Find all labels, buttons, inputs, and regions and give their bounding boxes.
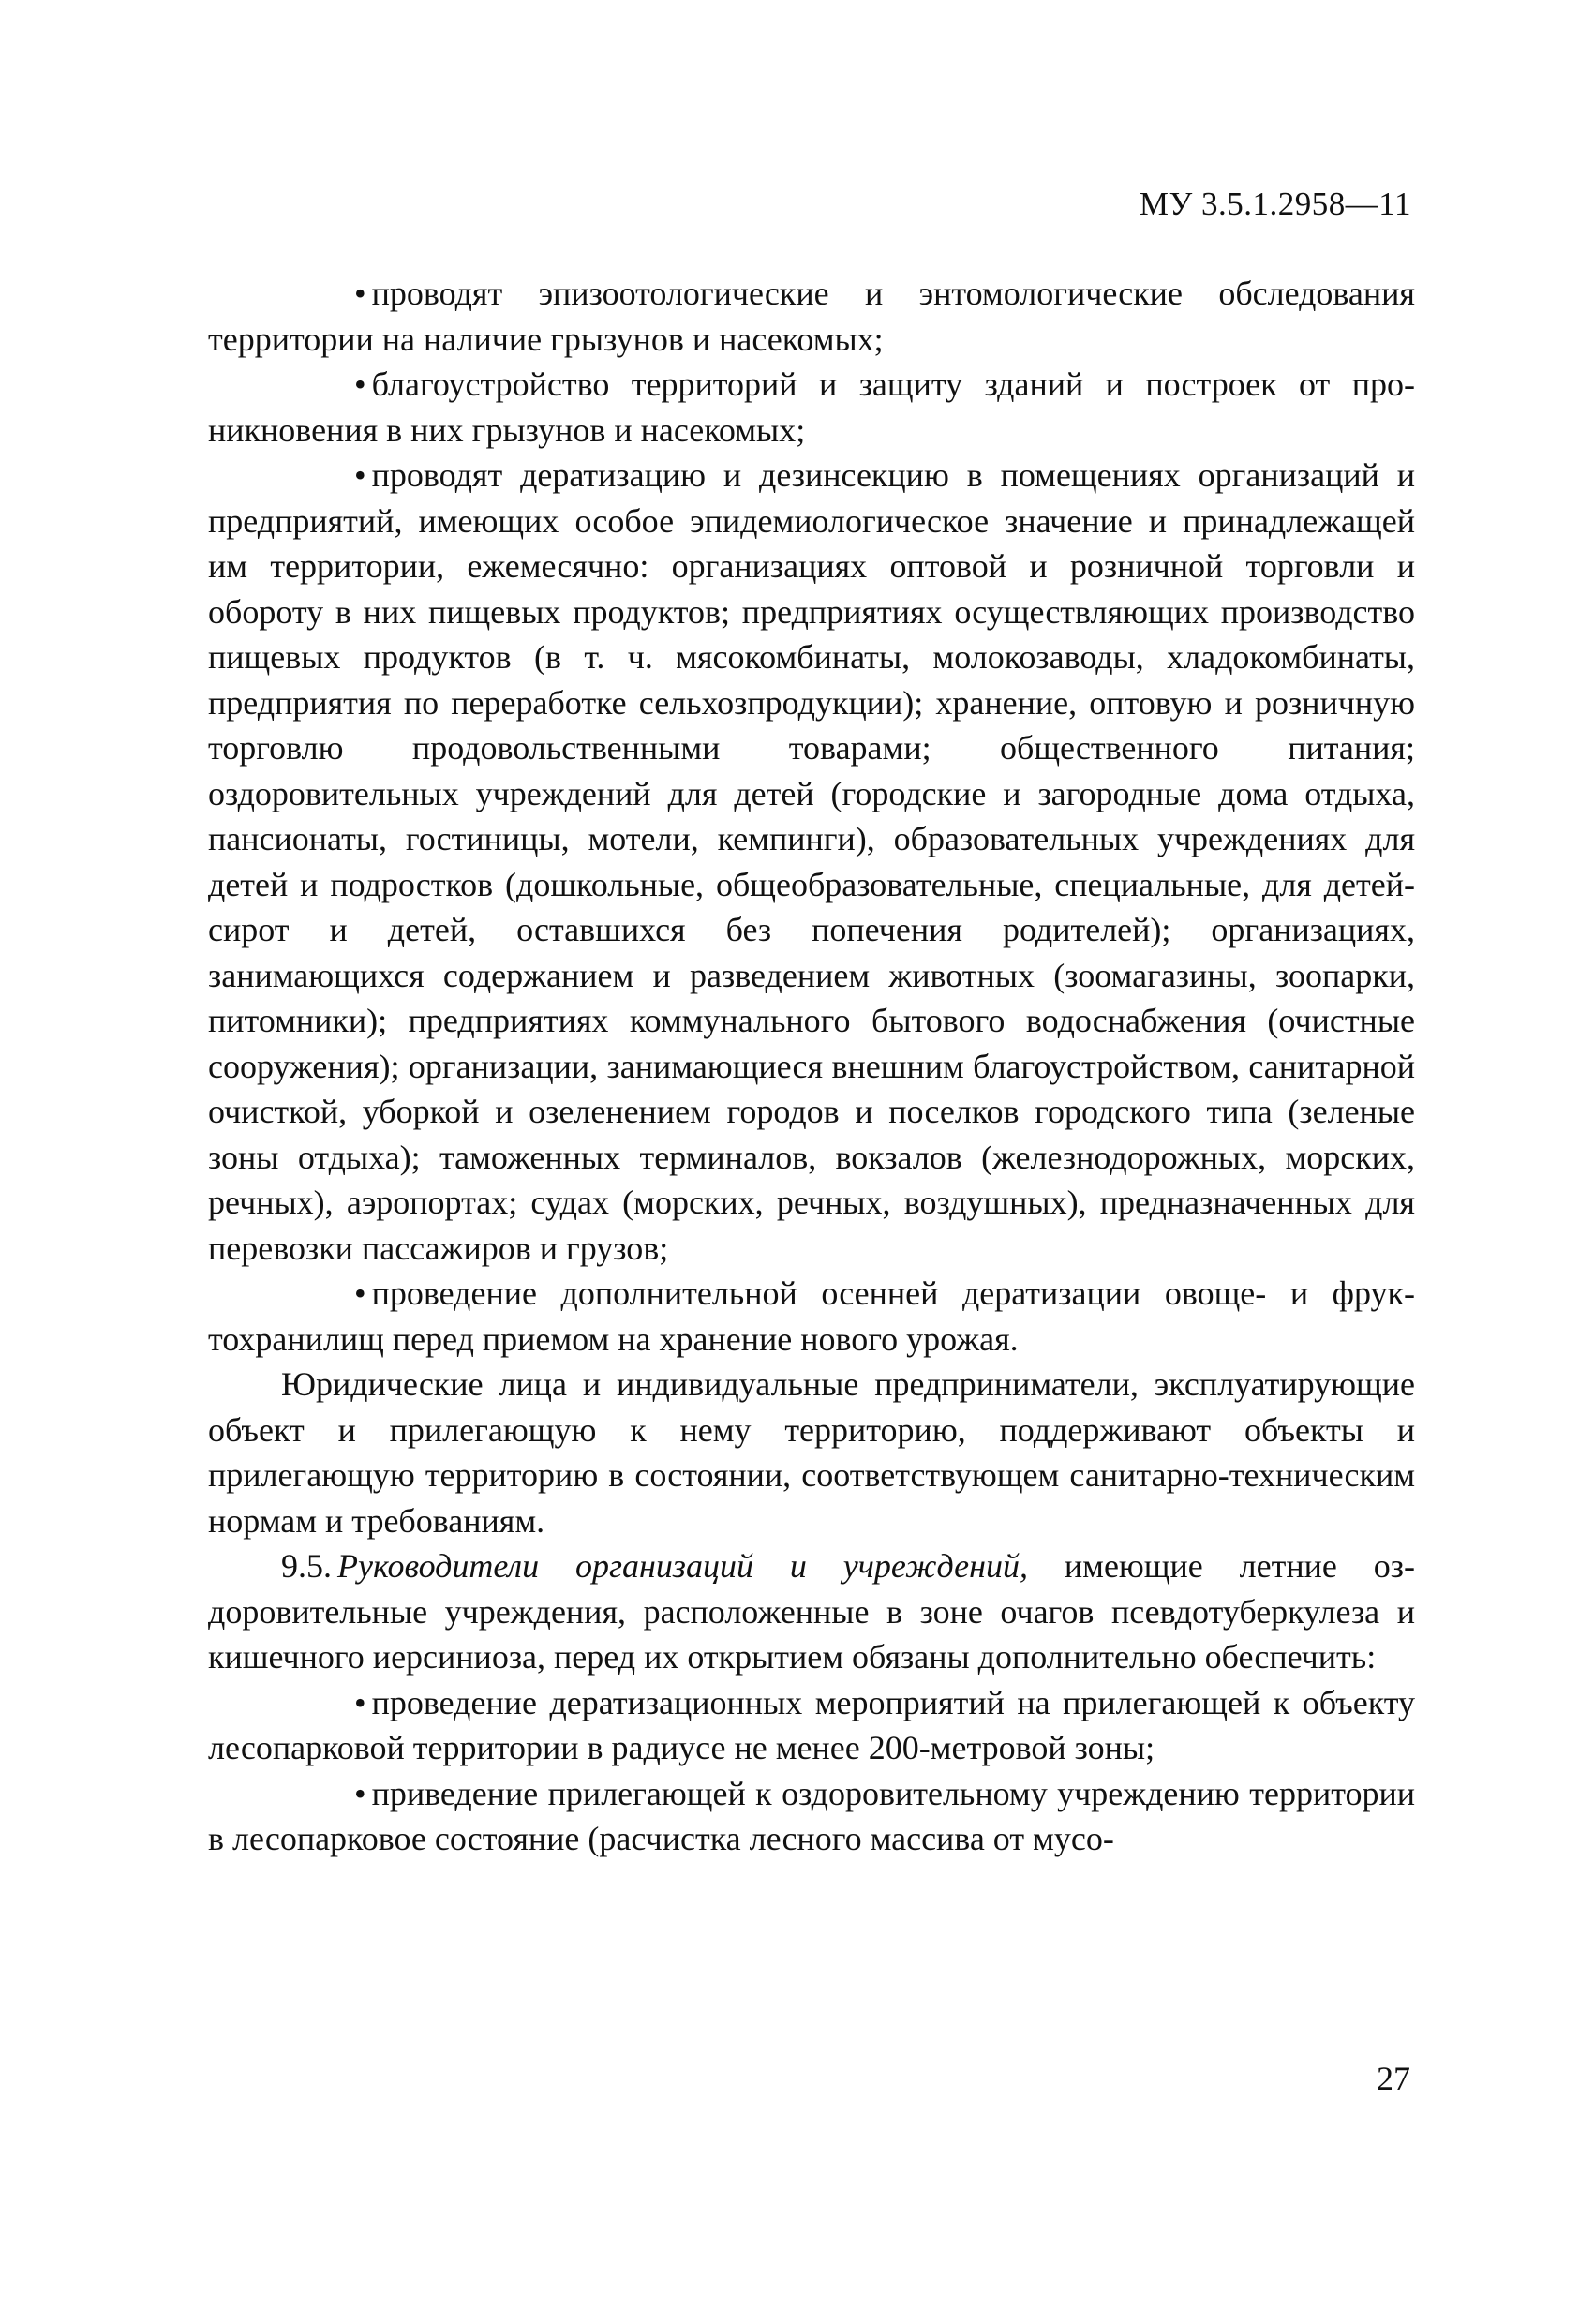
paragraph-text: благоустройство территорий и защиту зданий и построек от проникновения в них грызунов и насекомых; [208, 365, 1415, 449]
bullet-icon: • [354, 1683, 366, 1721]
section-9-5-paragraph [208, 1543, 1415, 1680]
paragraph-text: проведение дополнительной осенней дератизации овоще- и фруктохранилищ перед приемом на хранение нового урожая. [208, 1274, 1415, 1358]
bullet-icon: • [354, 456, 366, 494]
paragraph-text: проведение дератизационных мероприятий на прилегающей к объекту лесопарковой территории в радиусе не менее 200-метровой зоны; [208, 1683, 1415, 1766]
bullet-paragraph-3 [208, 453, 1415, 1271]
document-code: МУ 3.5.1.2958—11 [1139, 186, 1411, 222]
bullet-paragraph-2 [208, 362, 1415, 453]
paragraph-text: имеющие летние оздоровительные учреждения, расположенные в зоне очагов псевдотуберкулеза и кишечного иерсиниоза, перед их открытием обязаны дополнительно обеспечить: [208, 1547, 1415, 1676]
page-number: 27 [1377, 2060, 1410, 2097]
bullet-paragraph-1 [208, 271, 1415, 362]
bullet-icon: • [354, 275, 366, 312]
section-number: 9.5. [281, 1547, 332, 1585]
bullet-paragraph-4 [208, 1271, 1415, 1362]
bullet-paragraph-5 [208, 1680, 1415, 1771]
paragraph-legal-entities [208, 1362, 1415, 1543]
bullet-icon: • [354, 365, 366, 403]
body-text [208, 271, 1415, 1862]
bullet-icon: • [354, 1774, 366, 1812]
paragraph-text: проводят дератизацию и дезинсекцию в помещениях организаций и предприятий, имеющих особое эпидемиологическое значение и принадлежащей им территории, ежемесячно: организациях оптовой и розничной торговли и обороту в них пищевых продуктов; предприятиях осуществляющих производство пищевых продуктов (в т. ч. мясокомбинаты, молокозаводы, хладокомбинаты, предприятия по переработке сельхозпродукции); хранение, оптовую и розничную торговлю продовольственными товарами; общественного питания; оздоровительных учреждений для детей (городские и загородные дома отдыха, пансионаты, гостиницы, мотели, кемпинги), образовательных учреждениях для детей и подростков (дошкольные, общеобразовательные, специальные, для детей-сирот и детей, оставшихся без попечения родителей); организациях, занимающихся содержанием и разведением животных (зоомагазины, зоопарки, питомники); предприятиях коммунального бытового водоснабжения (очистные сооружения); организации, занимающиеся внешним благоустройством, санитарной очисткой, уборкой и озеленением городов и поселков городского типа (зеленые зоны отдыха); таможенных терминалов, вокзалов (железнодорожных, морских, речных), аэропортах; судах (морских, речных, воздушных), предназначенных для перевозки пассажиров и грузов; [208, 456, 1415, 1267]
bullet-icon: • [354, 1274, 366, 1312]
paragraph-text: проводят эпизоотологические и энтомологические обследования территории на наличие грызунов и насекомых; [208, 275, 1415, 358]
paragraph-text: Юридические лица и индивидуальные предприниматели, эксплуатирующие объект и прилегающую к нему территорию, поддерживают объекты и прилегающую территорию в состоянии, соответствующем санитарно-техническим нормам и требованиям. [208, 1365, 1415, 1540]
bullet-paragraph-6 [208, 1771, 1415, 1862]
paragraph-text: приведение прилегающей к оздоровительному учреждению территории в лесопарковое состояние (расчистка лесного массива от мусо- [208, 1774, 1415, 1857]
section-subject: Руководители организаций и учреждений, [337, 1547, 1028, 1585]
